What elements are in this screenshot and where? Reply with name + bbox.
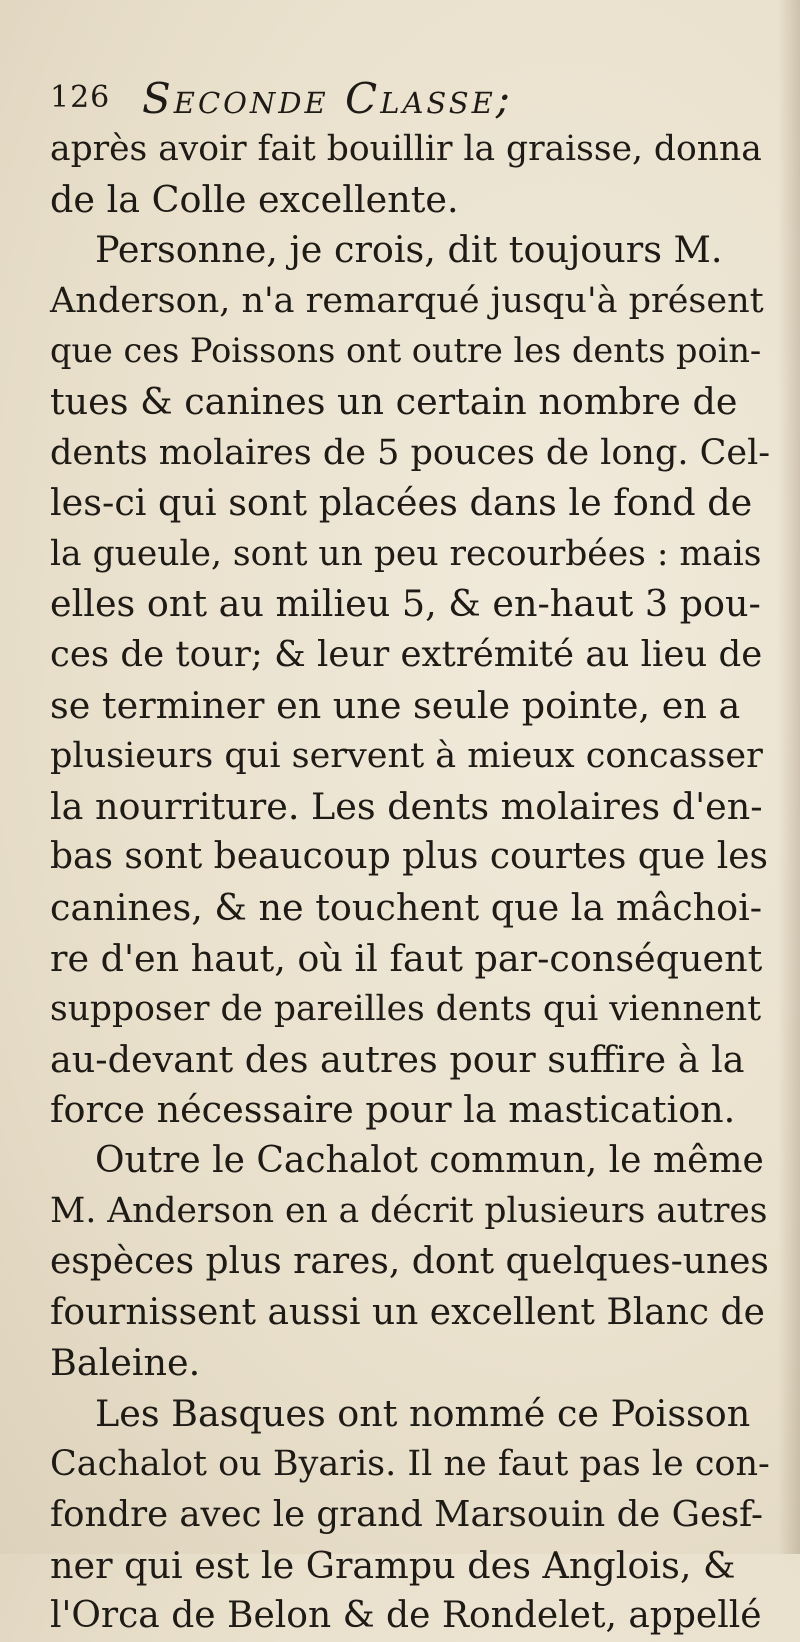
text-line: dents molaires de 5 pouces de long. Cel- [50,432,771,473]
text-line: les-ci qui sont placées dans le fond de [50,481,753,525]
running-title: Seconde Classe; [142,74,513,123]
text-line: force nécessaire pour la mastication. [50,1088,736,1132]
page-edge-shadow [778,0,800,1554]
text-line: Cachalot ou Byaris. Il ne faut pas le con- [50,1444,770,1485]
text-line: que ces Poissons ont outre les dents poin- [50,331,762,371]
text-line: Anderson, n'a remarqué jusqu'à présent [50,280,764,321]
text-line: de la Colle excellente. [50,177,459,221]
text-line: elles ont au milieu 5, & en-haut 3 pou- [50,582,761,626]
text-line: Baleine. [50,1341,201,1385]
page-header [50,76,770,126]
text-line: ner qui est le Grampu des Anglois, & [50,1543,736,1587]
text-line: l'Orca de Belon & de Rondelet, appellé [50,1595,762,1637]
text-line: supposer de pareilles dents qui viennent [50,989,762,1030]
text-line: plusieurs qui servent à mieux concasser [50,736,763,777]
text-line: la nourriture. Les dents molaires d'en- [50,784,763,828]
text-line: tues & canines un certain nombre de [50,379,738,423]
text-line: Outre le Cachalot commun, le même [95,1139,764,1181]
text-line: fondre avec le grand Marsouin de Gesf- [50,1494,764,1536]
text-line: Les Basques ont nommé ce Poisson [95,1391,751,1435]
text-line: se terminer en une seule pointe, en a [50,683,741,727]
text-line: fournissent aussi un excellent Blanc de [50,1291,765,1333]
body-text [50,124,770,1642]
text-line: espèces plus rares, dont quelques-unes [50,1241,769,1283]
text-line: au-devant des autres pour suffire à la [50,1037,745,1081]
text-line: re d'en haut, où il faut par-conséquent [50,936,763,980]
text-line: canines, & ne touchent que la mâchoi- [50,885,763,929]
text-line: après avoir fait bouillir la graisse, donna [50,129,762,169]
text-line: ces de tour; & leur extrémité au lieu de [50,633,763,675]
text-line: la gueule, sont un peu recourbées : mais [50,533,762,574]
page-number: 126 [50,80,111,115]
text-line: M. Anderson en a décrit plusieurs autres [50,1191,768,1232]
text-line: Personne, je crois, dit toujours M. [95,228,723,272]
text-line: bas sont beaucoup plus courtes que les [50,836,769,878]
